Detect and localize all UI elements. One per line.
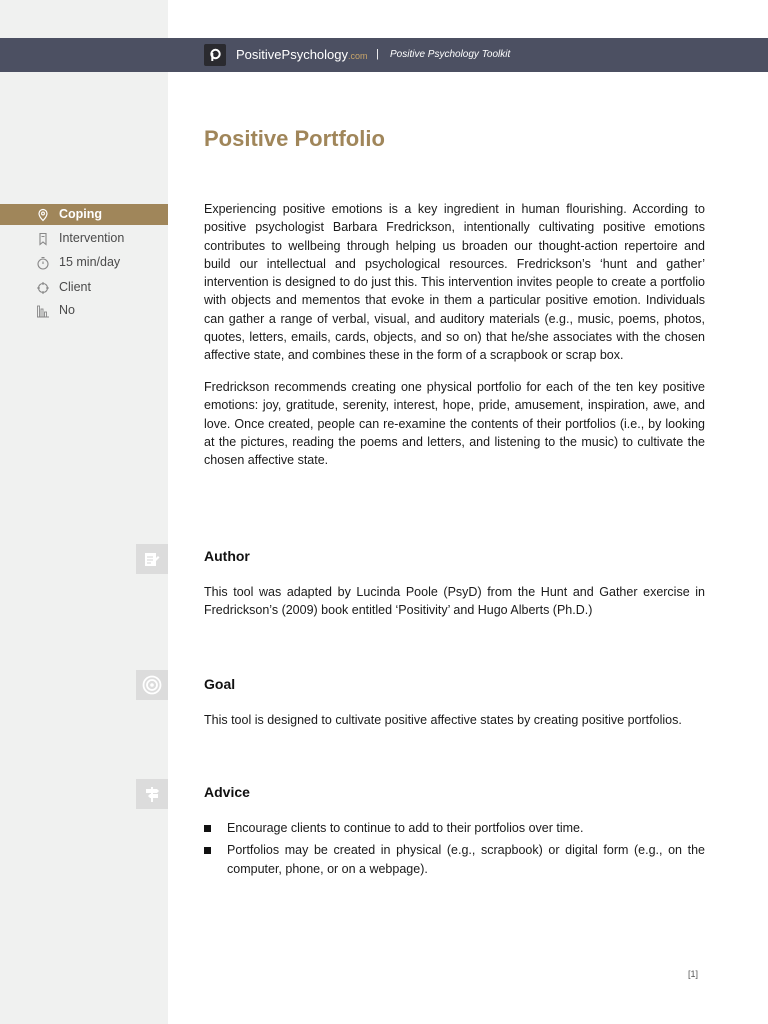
header-separator: | [376,48,379,60]
bullet-icon [204,825,211,832]
page-title: Positive Portfolio [204,126,385,151]
advice-heading: Advice [204,784,250,800]
sidebar-background [0,0,168,1024]
bookmark-icon [36,232,50,246]
meta-item-duration [0,252,168,273]
crosshair-icon [36,281,50,295]
header-bar [0,38,768,72]
toolkit-label: Positive Psychology Toolkit [390,49,511,60]
page-number: [1] [688,969,699,979]
brand-name[interactable]: PositivePsychology.com [236,47,368,62]
meta-label-scale: No [59,303,75,317]
p-logo-icon[interactable] [204,44,226,66]
edit-note-icon [136,544,168,574]
meta-item-type [0,228,168,249]
intro-paragraph-1: Experiencing positive emotions is a key ingredient in human flourishing. According to positive psychologist Barbara Fredrickson, intentionally cultivating positive emotions contributes to wellbeing through helping us broaden our thought-action repertoire and build our intellectual and psychological resources. Fredrickson’s ‘hunt and gather’ intervention is designed to do just this. This intervention invites people to create a portfolio with objects and mementos that evoke in them a particular positive emotion. Individuals can gather a range of verbal, visual, and auditory materials (e.g., music, poems, photos, quotes, letters, emails, cards, objects, and so on) that he/she associates with the chosen affective state, and combines these in the form of a scrapbook or scrap box. [204,202,705,363]
meta-label-category: Coping [59,207,103,221]
goal-heading: Goal [204,676,236,692]
author-heading: Author [204,548,250,564]
advice-item: Encourage clients to continue to add to their portfolios over time. [204,819,705,837]
target-icon [136,670,168,700]
meta-label-type: Intervention [59,231,125,245]
brand-suffix: .com [348,51,368,61]
bullet-icon [204,847,211,854]
meta-item-audience [0,277,168,298]
meta-item-scale [0,300,168,321]
author-text: This tool was adapted by Lucinda Poole (PsyD) from the Hunt and Gather exercise in Fredrickson’s (2009) book entitled ‘Positivity’ and Hugo Alberts (Ph.D.) [204,585,705,618]
advice-item: Portfolios may be created in physical (e.g., scrapbook) or digital form (e.g., on the computer, phone, or on a webpage). [204,841,705,878]
stopwatch-icon [36,256,50,270]
meta-item-category [0,204,168,225]
meta-label-duration: 15 min/day [59,255,121,269]
goal-text: This tool is designed to cultivate positive affective states by creating positive portfolios. [204,713,682,727]
bar-chart-icon [36,304,50,318]
signpost-icon [136,779,168,809]
advice-list [204,819,705,882]
meta-label-audience: Client [59,280,91,294]
location-pin-icon [36,208,50,222]
intro-paragraph-2: Fredrickson recommends creating one physical portfolio for each of the ten key positive emotions: joy, gratitude, serenity, interest, hope, pride, amusement, inspiration, awe, and love. Once created, people can re-examine the contents of their portfolios (i.e., by looking at the pictures, reading the poems and letters, and listening to the music) to cultivate the chosen affective state. [204,380,705,468]
